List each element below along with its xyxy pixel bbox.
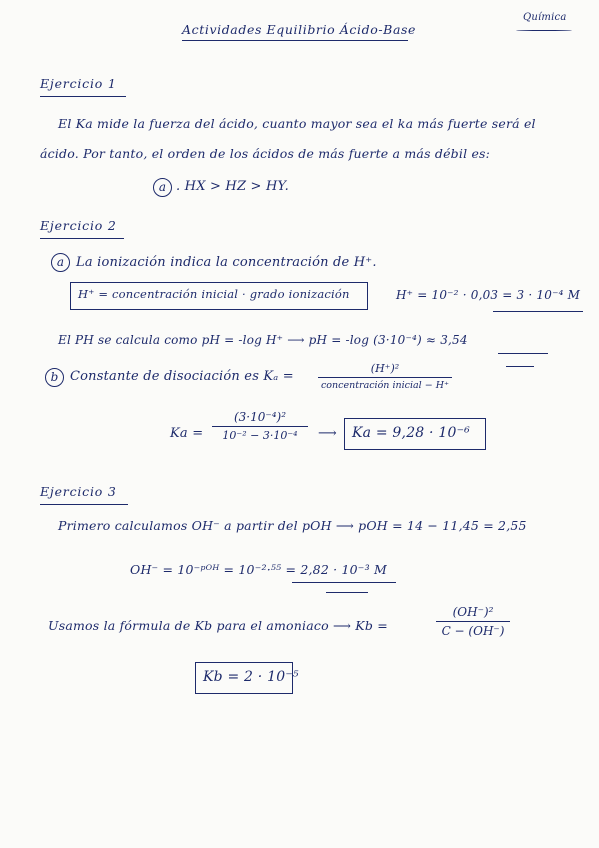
ka-denominator: 10⁻² − 3·10⁻⁴ bbox=[222, 429, 298, 442]
poh-calculation: Primero calculamos OH⁻ a partir del pOH ⟶ pOH = 14 − 11,45 = 2,55 bbox=[58, 518, 527, 533]
dissociation-text: Constante de disociación es Kₐ = bbox=[70, 369, 294, 384]
exercise-2-underline bbox=[40, 238, 124, 239]
oh-underline-2 bbox=[326, 592, 368, 593]
kb-result: Kb = 2 · 10⁻⁵ bbox=[203, 669, 299, 685]
answer-a-marker: a bbox=[153, 178, 172, 197]
ka-numerator: (3·10⁻⁴)² bbox=[233, 410, 287, 424]
page-title: Actividades Equilibrio Ácido-Base bbox=[182, 22, 417, 37]
exercise-1-line-2: ácido. Por tanto, el orden de los ácidos de más fuerte a más débil es: bbox=[40, 146, 491, 161]
exercise-1-underline bbox=[40, 96, 126, 97]
ph-underline-2 bbox=[506, 366, 534, 367]
h-concentration-value: H⁺ = 10⁻² · 0,03 = 3 · 10⁻⁴ M bbox=[396, 288, 581, 302]
ka-general-fraction bbox=[318, 362, 452, 391]
kb-fraction bbox=[436, 605, 510, 638]
ph-underline-1 bbox=[498, 353, 548, 354]
ph-calculation: El PH se calcula como pH = -log H⁺ ⟶ pH = -log (3·10⁻⁴) ≈ 3,54 bbox=[58, 333, 468, 347]
kb-numerator: (OH⁻)² bbox=[452, 605, 494, 619]
ka-fraction bbox=[212, 410, 308, 442]
exercise-3-heading: Ejercicio 3 bbox=[40, 484, 117, 499]
ionization-formula: H⁺ = concentración inicial · grado ionización bbox=[78, 287, 350, 301]
part-a-marker: a bbox=[51, 253, 70, 272]
fraction-bar bbox=[212, 426, 308, 427]
title-underline bbox=[182, 40, 408, 41]
exercise-1-answer: . HX > HZ > HY. bbox=[176, 179, 289, 194]
ka-result: Ka = 9,28 · 10⁻⁶ bbox=[352, 425, 470, 441]
h-value-underline bbox=[493, 311, 583, 312]
ka-label: Ka = bbox=[170, 426, 204, 441]
exercise-1-line-1: El Ka mide la fuerza del ácido, cuanto mayor sea el ka más fuerte será el bbox=[58, 116, 536, 131]
exercise-3-underline bbox=[40, 504, 128, 505]
oh-concentration: OH⁻ = 10⁻ᵖᴼᴴ = 10⁻²·⁵⁵ = 2,82 · 10⁻³ M bbox=[130, 562, 387, 577]
subject-underline bbox=[516, 30, 572, 31]
kb-denominator: C − (OH⁻) bbox=[441, 624, 505, 638]
exercise-2-heading: Ejercicio 2 bbox=[40, 218, 117, 233]
part-b-marker: b bbox=[45, 368, 64, 387]
subject-label: Química bbox=[523, 12, 567, 23]
arrow-icon: ⟶ bbox=[318, 426, 337, 441]
fraction-bar bbox=[318, 377, 452, 378]
ka-general-numerator: (H⁺)² bbox=[370, 362, 400, 375]
kb-formula-text: Usamos la fórmula de Kb para el amoniaco ⟶ Kb = bbox=[48, 618, 388, 633]
exercise-1-heading: Ejercicio 1 bbox=[40, 76, 117, 91]
oh-underline-1 bbox=[292, 582, 396, 583]
ka-general-denominator: concentración inicial − H⁺ bbox=[320, 380, 449, 391]
fraction-bar bbox=[436, 621, 510, 622]
exercise-2-part-a-text: La ionización indica la concentración de H⁺. bbox=[76, 255, 377, 270]
